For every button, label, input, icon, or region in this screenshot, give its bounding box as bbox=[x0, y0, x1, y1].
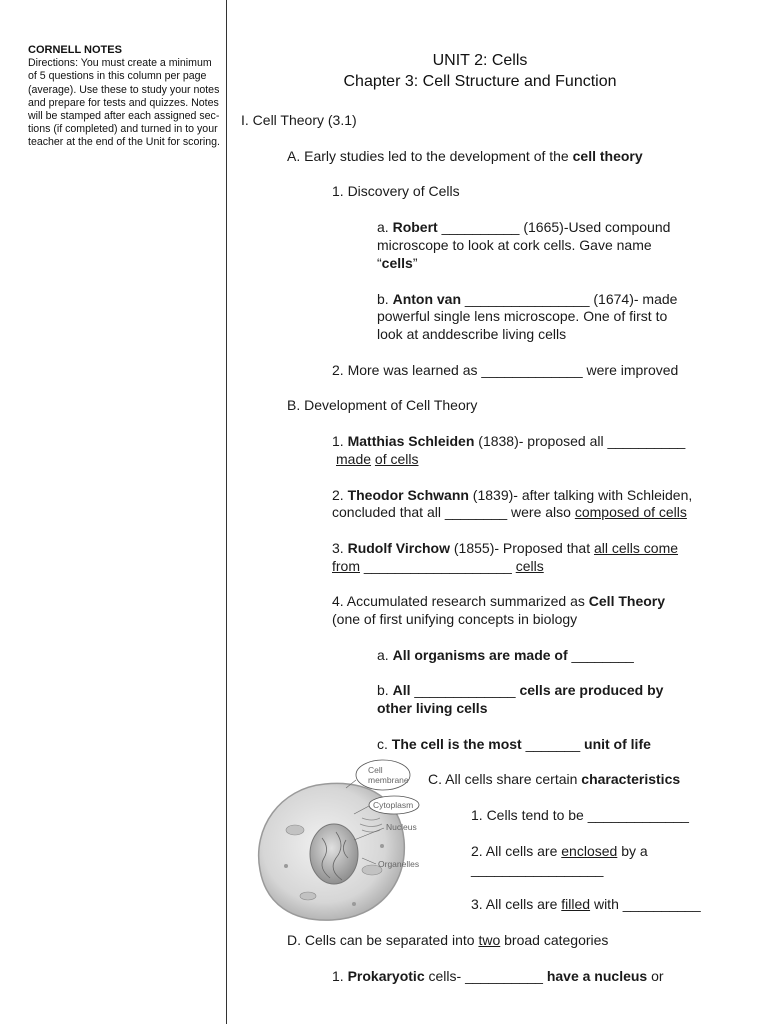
cornell-line: and prepare for tests and quizzes. Notes bbox=[28, 96, 219, 109]
outline-A1a-line3: “cells” bbox=[377, 255, 418, 271]
outline-B4b-line2: other living cells bbox=[377, 700, 488, 716]
cornell-line: will be stamped after each assigned sec- bbox=[28, 110, 220, 123]
cornell-cue-column bbox=[0, 0, 227, 1024]
outline-B3-line2: from ___________________ cells bbox=[332, 558, 544, 574]
outline-B1: 1. Matthias Schleiden (1838)- proposed all __________ bbox=[332, 433, 686, 449]
label-nucleus: Nucleus bbox=[386, 822, 417, 832]
outline-B: B. Development of Cell Theory bbox=[287, 397, 478, 413]
organelle bbox=[300, 892, 316, 900]
label-cell-membrane-2: membrane bbox=[368, 775, 409, 785]
cornell-line: Directions: You must create a minimum bbox=[28, 57, 212, 70]
outline-A1a: a. Robert __________ (1665)-Used compound bbox=[377, 219, 671, 235]
cell-diagram bbox=[250, 758, 430, 928]
cornell-line: of 5 questions in this column per page bbox=[28, 70, 207, 83]
label-cytoplasm: Cytoplasm bbox=[373, 800, 414, 810]
cornell-directions bbox=[28, 44, 224, 150]
chapter-title: Chapter 3: Cell Structure and Function bbox=[343, 73, 617, 90]
outline-C1: 1. Cells tend to be _____________ bbox=[471, 807, 689, 823]
nucleus-shape bbox=[310, 824, 358, 884]
cornell-line: tions (if completed) and turned in to your bbox=[28, 123, 218, 136]
outline-C: C. All cells share certain characteristics bbox=[428, 771, 681, 787]
outline-B4a: a. All organisms are made of ________ bbox=[377, 647, 634, 663]
organelle-dot bbox=[380, 844, 384, 848]
outline-B3: 3. Rudolf Virchow (1855)- Proposed that all cells come bbox=[332, 540, 679, 556]
cornell-line: teacher at the end of the Unit for scoring. bbox=[28, 136, 220, 149]
outline-B4-line2: (one of first unifying concepts in biology bbox=[332, 611, 578, 627]
outline-B2: 2. Theodor Schwann (1839)- after talking with Schleiden, bbox=[332, 487, 693, 503]
outline-B2-line2: concluded that all ________ were also composed of cells bbox=[332, 504, 687, 520]
outline-C3: 3. All cells are filled with __________ bbox=[471, 896, 701, 912]
outline-A1b-line2: powerful single lens microscope. One of first to bbox=[377, 308, 668, 324]
outline-C2-line2: _________________ bbox=[471, 861, 604, 877]
outline-D1: 1. Prokaryotic cells- __________ have a nucleus or bbox=[332, 968, 664, 984]
unit-title: UNIT 2: Cells bbox=[432, 52, 528, 69]
organelle-dot bbox=[284, 864, 288, 868]
outline-B1-line2: made of cells bbox=[336, 451, 419, 467]
outline-D: D. Cells can be separated into two broad categories bbox=[287, 932, 609, 948]
cornell-heading: CORNELL NOTES bbox=[28, 44, 122, 56]
label-cell-membrane-1: Cell bbox=[368, 765, 383, 775]
outline-B4: 4. Accumulated research summarized as Cell Theory bbox=[332, 593, 666, 609]
outline-A1a-line2: microscope to look at cork cells. Gave name bbox=[377, 237, 652, 253]
outline-B4b: b. All _____________ cells are produced by bbox=[377, 682, 664, 698]
section-cell-theory: I. Cell Theory (3.1) bbox=[241, 112, 357, 128]
outline-A1b: b. Anton van ________________ (1674)- made bbox=[377, 291, 678, 307]
outline-A: A. Early studies led to the development of the cell theory bbox=[287, 148, 643, 164]
cornell-line: (average). Use these to study your notes bbox=[28, 83, 220, 96]
outline-C2: 2. All cells are enclosed by a bbox=[471, 843, 648, 859]
outline-B4c: c. The cell is the most _______ unit of life bbox=[377, 736, 651, 752]
organelle bbox=[286, 825, 304, 835]
label-organelles: Organelles bbox=[378, 859, 420, 869]
outline-A1: 1. Discovery of Cells bbox=[332, 183, 460, 199]
organelle-dot bbox=[352, 902, 356, 906]
outline-A2: 2. More was learned as _____________ were improved bbox=[332, 362, 679, 378]
outline-A1b-line3: look at anddescribe living cells bbox=[377, 326, 567, 342]
